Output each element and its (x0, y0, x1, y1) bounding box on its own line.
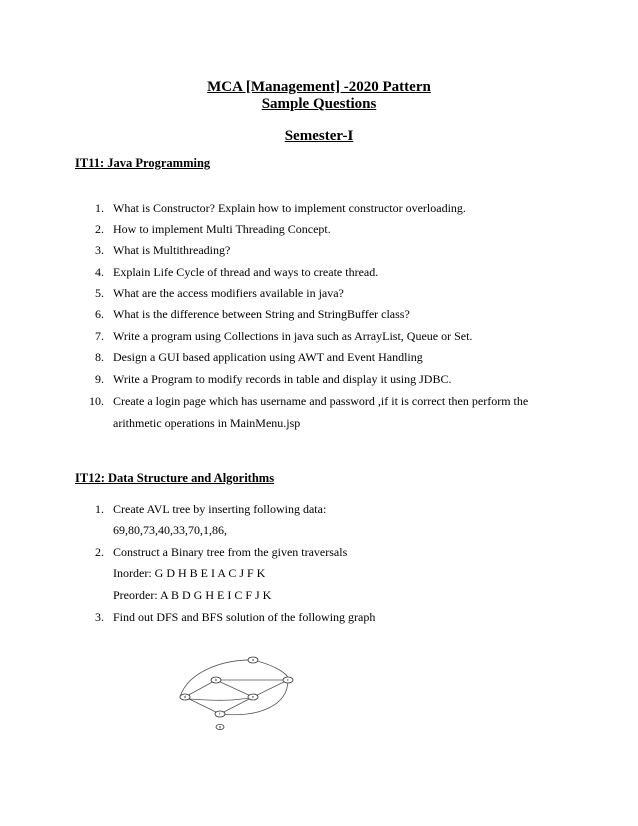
question-number: 4. (95, 265, 104, 279)
question-text: Design a GUI based application using AWT and Event Handling (113, 350, 423, 364)
preorder-traversal: Preorder: A B D G H E I C F J K (113, 588, 272, 602)
graph-node (248, 694, 258, 700)
question-number: 7. (95, 329, 104, 343)
node-label: e (252, 695, 254, 699)
question-number: 1. (95, 201, 104, 215)
question-text: What is Multithreading? (113, 243, 231, 257)
question-number: 5. (95, 286, 104, 300)
document-title: MCA [Management] -2020 Pattern (207, 79, 431, 95)
graph-node (216, 724, 224, 729)
avl-data: 69,80,73,40,33,70,1,86, (113, 523, 227, 537)
graph-edge (253, 660, 288, 680)
graph-edge (185, 680, 216, 697)
question-number: 3. (95, 610, 104, 624)
node-label: a (252, 658, 254, 662)
question-number: 1. (95, 502, 104, 516)
document-subtitle: Sample Questions (261, 96, 377, 112)
node-label: b (215, 678, 218, 682)
section-heading-dsa: IT12: Data Structure and Algorithms (75, 471, 275, 485)
question-text: Construct a Binary tree from the given traversals (113, 545, 348, 559)
question-number: 10. (89, 394, 104, 408)
question-text: What is the difference between String and StringBuffer class? (113, 307, 410, 321)
question-text: Create a login page which has username and password ,if it is correct then perform the (113, 394, 529, 408)
node-label: c (287, 678, 289, 682)
question-number: 2. (95, 222, 104, 236)
node-label: f (219, 712, 221, 716)
question-text: Create AVL tree by inserting following data: (113, 502, 327, 516)
question-text: How to implement Multi Threading Concept. (113, 222, 331, 236)
graph-node (211, 677, 221, 683)
graph-figure (170, 653, 300, 733)
question-number: 6. (95, 307, 104, 321)
question-number: 8. (95, 350, 104, 364)
inorder-traversal: Inorder: G D H B E I A C J F K (113, 566, 266, 580)
question-text: Write a Program to modify records in table and display it using JDBC. (113, 372, 452, 386)
node-label: d (184, 695, 187, 699)
graph-edge (253, 680, 288, 697)
graph-node (215, 711, 225, 717)
question-number: 2. (95, 545, 104, 559)
question-text: What is Constructor? Explain how to implement constructor overloading. (113, 201, 466, 215)
node-label: g (219, 725, 222, 729)
question-number: 9. (95, 372, 104, 386)
graph-edge (216, 680, 253, 697)
question-text: What are the access modifiers available in java? (113, 286, 344, 300)
question-number: 3. (95, 243, 104, 257)
question-text: Explain Life Cycle of thread and ways to create thread. (113, 265, 379, 279)
question-text: Write a program using Collections in java such as ArrayList, Queue or Set. (113, 329, 473, 343)
graph-edge (185, 697, 255, 700)
semester-heading: Semester-I (284, 128, 354, 144)
question-text: Find out DFS and BFS solution of the following graph (113, 610, 376, 624)
graph-node (180, 694, 190, 700)
graph-node (248, 657, 258, 663)
section-heading-java: IT11: Java Programming (75, 156, 211, 170)
graph-node (283, 677, 293, 683)
question-continuation: arithmetic operations in MainMenu.jsp (113, 416, 301, 430)
